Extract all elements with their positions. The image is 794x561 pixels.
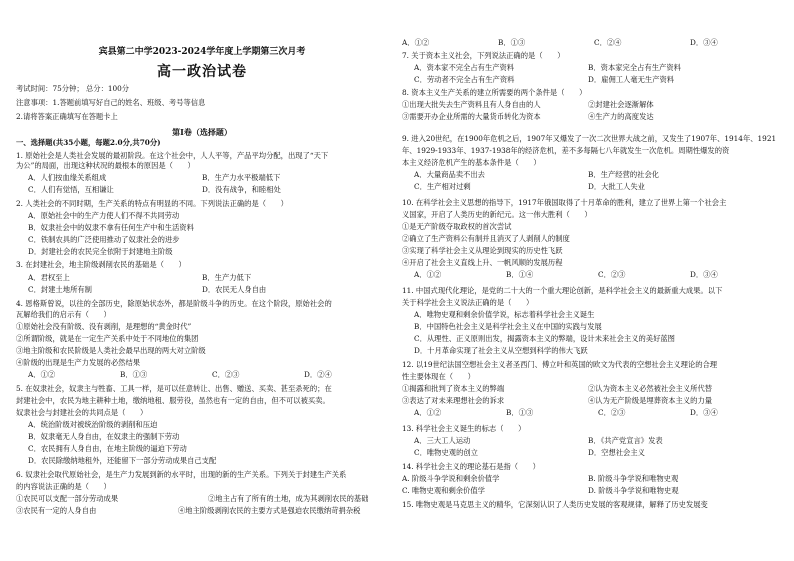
q9-option-a: A．大量商品卖不出去	[414, 170, 485, 179]
left-column	[16, 0, 394, 561]
notice-1: 注意事项：1.答题前填写好自己的姓名、班级、考号等信息	[16, 98, 206, 107]
q6-option-c: C．②④	[594, 38, 622, 47]
exam-info: 考试时间：75分钟； 总分：100分	[16, 84, 130, 93]
q14-option-b: B. 阶级斗争学说和唯物史观	[588, 474, 679, 483]
q3-stem: 3. 在封建社会，地主阶级剥削农民的基础是（ ）	[16, 260, 186, 269]
q12-statement-2: ②认为资本主义必然被社会主义所代替	[588, 384, 713, 393]
q1-option-d: D．没有战争，和睦相处	[202, 185, 281, 194]
notice-2: 2.请将答案正确填写在答题卡上	[16, 112, 118, 121]
q10-option-c: C．②③	[598, 270, 626, 279]
q10-option-d: D．③④	[690, 270, 718, 279]
q10-stem-2: 义国家，开启了人类历史的新纪元。这一伟大胜利（ ）	[402, 210, 592, 219]
q10-option-a: A．①②	[414, 270, 442, 279]
q1-option-a: A．人们按血缘关系组成	[28, 173, 107, 182]
q2-option-d: D．封建社会的农民完全依附于封建地主阶级	[28, 247, 173, 256]
q5-option-b: B．奴隶毫无人身自由，在奴隶主的强制下劳动	[28, 432, 180, 441]
q6-option-d: D．③④	[690, 38, 718, 47]
q4-option-a: A．①②	[28, 370, 56, 379]
q14-option-c: C. 唯物史观和剩余价值学	[402, 486, 485, 495]
q1-stem-2: 为公”的局面，出现这种状况的最根本的原因是（ ）	[16, 161, 195, 170]
q3-option-d: D．农民无人身自由	[202, 285, 267, 294]
q9-option-b: B．生产经营的社会化	[588, 170, 660, 179]
q12-option-a: A．①②	[414, 408, 442, 417]
q11-option-d: D．十月革命实现了社会主义从空想到科学的伟大飞跃	[414, 346, 588, 355]
q10-statement-4: ④开启了社会主义直线上升、一帆风顺的发展历程	[402, 258, 563, 267]
q2-option-a: A．原始社会中的生产力使人们不得不共同劳动	[28, 211, 180, 220]
q1-option-b: B．生产力水平极端低下	[202, 173, 281, 182]
q5-stem-1: 5. 在奴隶社会，奴隶主与牲畜、工具一样，是可以任意转让、出售、赠送、买卖、甚至杀死的；在	[16, 384, 332, 393]
q3-option-a: A．君权至上	[28, 273, 70, 282]
q9-option-d: D．大批工人失业	[588, 182, 645, 191]
q6-statement-4: ④地主阶级剥削农民的主要方式是强迫农民缴纳苛捐杂税	[178, 506, 361, 515]
q5-option-d: D．农民除缴纳地租外，还能留下一部分劳动成果自己支配	[28, 456, 217, 465]
q12-option-d: D．③④	[690, 408, 718, 417]
q12-stem-1: 12. 以19世纪法国空想社会主义者圣西门、傅立叶和英国的欧文为代表的空想社会主义理论的合理	[402, 360, 718, 369]
q4-option-d: D．②④	[304, 370, 332, 379]
q1-stem-1: 1. 原始社会是人类社会发展的最初阶段。在这个社会中，人人平等，产品平均分配，出现了“天下	[16, 151, 329, 160]
q9-option-c: C．生产相对过剩	[414, 182, 471, 191]
q11-stem-2: 关于科学社会主义说法正确的是（ ）	[402, 298, 534, 307]
q10-option-b: B．①④	[506, 270, 534, 279]
q7-option-a: A．资本家不完全占有生产资料	[414, 63, 515, 72]
q9-stem-3: 本主义经济危机产生的基本条件是（ ）	[402, 158, 541, 167]
q3-option-c: C．封建土地所有制	[28, 285, 92, 294]
q14-option-d: D. 阶级斗争学说和唯物史观	[588, 486, 679, 495]
q2-option-c: C．铁制农具的广泛使用推动了奴隶社会的进步	[28, 235, 180, 244]
q8-statement-1: ①出现大批失去生产资料且有人身自由的人	[402, 100, 541, 109]
q4-stem-1: 4. 恩格斯曾说，以往的全部历史，除原始状态外，都是阶级斗争的历史。在这个阶段，原始社会的	[16, 299, 332, 308]
q11-option-b: B．中国特色社会主义是科学社会主义在中国的实践与发展	[414, 322, 602, 331]
right-column	[402, 0, 780, 561]
q6-option-a: A．①②	[402, 38, 430, 47]
q9-stem-2: 年、1929-1933年、1937-1938年的经济危机，差不多每隔七八年就发生一次危机。周期性爆发的资	[402, 146, 730, 155]
q5-option-a: A．统治阶级对被统治阶级的剥削和压迫	[28, 420, 158, 429]
q8-stem: 8. 资本主义生产关系的建立所需要的两个条件是（ ）	[402, 88, 587, 97]
q10-stem-1: 10. 在科学社会主义思想的指导下，1917年俄国取得了十月革命的胜利，建立了世界上第一个社会主	[402, 198, 727, 207]
part-heading: 一、选择题(共35小题，每题2.0分,共70分)	[16, 138, 161, 147]
q13-option-c: C．唯物史观的创立	[414, 448, 478, 457]
q10-statement-2: ②确立了生产资料公有制并且消灭了人剥削人的制度	[402, 234, 570, 243]
q8-statement-3: ③需要开办企业所需的大量货币转化为资本	[402, 112, 541, 121]
q6-statement-3: ③农民有一定的人身自由	[16, 506, 97, 515]
q10-statement-1: ①是无产阶级夺取政权的首次尝试	[402, 222, 512, 231]
q12-option-b: B．①③	[506, 408, 534, 417]
q7-stem: 7. 关于资本主义社会，下列说法正确的是（ ）	[402, 51, 565, 60]
q4-statement-3: ③地主阶级和农民阶级是人类社会最早出现的两大对立阶级	[16, 346, 206, 355]
q11-option-a: A．唯物史观和剩余价值学说，标志着科学社会主义诞生	[414, 310, 595, 319]
q4-statement-1: ①原始社会没有阶级、没有剥削，是理想的“黄金时代”	[16, 322, 192, 331]
q12-statement-3: ③表达了对未来理想社会的诉求	[402, 396, 505, 405]
q12-option-c: C．②③	[598, 408, 626, 417]
q13-option-a: A．三大工人运动	[414, 436, 471, 445]
q11-option-c: C．从理性、正义原则出发，揭露资本主义的弊端，设计未来社会主义的美好蓝图	[414, 334, 675, 343]
q5-stem-3: 奴隶社会与封建社会的共同点是（ ）	[16, 408, 148, 417]
q13-option-d: D．空想社会主义	[588, 448, 645, 457]
q14-stem: 14. 科学社会主义的理论基石是指（ ）	[402, 462, 540, 471]
q1-option-c: C．人们有觉悟，互相谦让	[28, 185, 114, 194]
q4-option-c: C．②③	[212, 370, 240, 379]
exam-title: 高一政治试卷	[157, 64, 247, 80]
q8-statement-2: ②封建社会逐渐解体	[588, 100, 654, 109]
q5-stem-2: 封建社会中，农民为地主耕种土地，缴纳地租、服劳役，虽然也有一定的自由，但不可以被买卖。	[16, 396, 330, 405]
q4-option-b: B．①③	[120, 370, 148, 379]
q10-statement-3: ③实现了科学社会主义从理论到现实的历史性飞跃	[402, 246, 563, 255]
q13-option-b: B．《共产党宣言》发表	[588, 436, 663, 445]
q6-statement-2: ②地主占有了所有的土地，成为其剥削农民的基础	[208, 494, 369, 503]
q3-option-b: B．生产力低下	[202, 273, 252, 282]
school-exam-heading: 宾县第二中学2023-2024学年度上学期第三次月考	[98, 47, 306, 57]
q6-option-b: B．①③	[498, 38, 526, 47]
q13-stem: 13. 科学社会主义诞生的标志（ ）	[402, 424, 526, 433]
q14-option-a: A. 阶级斗争学说和剩余价值学	[402, 474, 500, 483]
q5-option-c: C．农民拥有人身自由，在地主阶级的逼迫下劳动	[28, 444, 187, 453]
q12-statement-1: ①揭露和批判了资本主义的弊端	[402, 384, 505, 393]
q8-statement-4: ④生产力的高度发达	[588, 112, 654, 121]
q2-stem: 2. 人类社会的不同时期，生产关系的特点有明显的不同。下列说法正确的是（ ）	[16, 199, 288, 208]
q2-option-b: B．奴隶社会中的奴隶不拿有任何生产中和生活资料	[28, 223, 194, 232]
q12-statement-4: ④认为无产阶级是埋葬资本主义的力量	[588, 396, 713, 405]
q6-statement-1: ①农民可以支配一部分劳动成果	[16, 494, 119, 503]
q6-stem-1: 6. 奴隶社会取代原始社会，是生产力发展到新的水平时，出现的新的生产关系。下列关于封建生产关系	[16, 470, 347, 479]
q7-option-c: C．劳动者不完全占有生产资料	[414, 75, 515, 84]
q4-statement-4: ④阶级的出现是生产力发展的必然结果	[16, 358, 141, 367]
q7-option-d: D．雇佣工人毫无生产资料	[588, 75, 675, 84]
q4-statement-2: ②所谓阶级，就是在一定生产关系中处于不同地位的集团	[16, 334, 199, 343]
q6-stem-2: 的内容说法正确的是（ ）	[16, 482, 111, 491]
q7-option-b: B．资本家完全占有生产资料	[588, 63, 681, 72]
q9-stem-1: 9. 进入20世纪，在1900年危机之后，1907年又爆发了一次二次世界大战之前，又发生了1907年、1914年、1921	[402, 134, 777, 143]
section-heading: 第Ⅰ卷（选择题）	[172, 127, 232, 137]
q15-stem: 15. 唯物史观是马克思主义的精华，它深刻认识了人类历史发展的客观规律，解释了历史发展变	[402, 500, 708, 509]
q12-stem-2: 性主要体现在（ ）	[402, 372, 475, 381]
q11-stem-1: 11. 中国式现代化理论，是党的二十大的一个重大理论创新，是科学社会主义的最新重大成果。以下	[402, 286, 723, 295]
q4-stem-2: 瓦解给我们的启示有（ ）	[16, 310, 111, 319]
